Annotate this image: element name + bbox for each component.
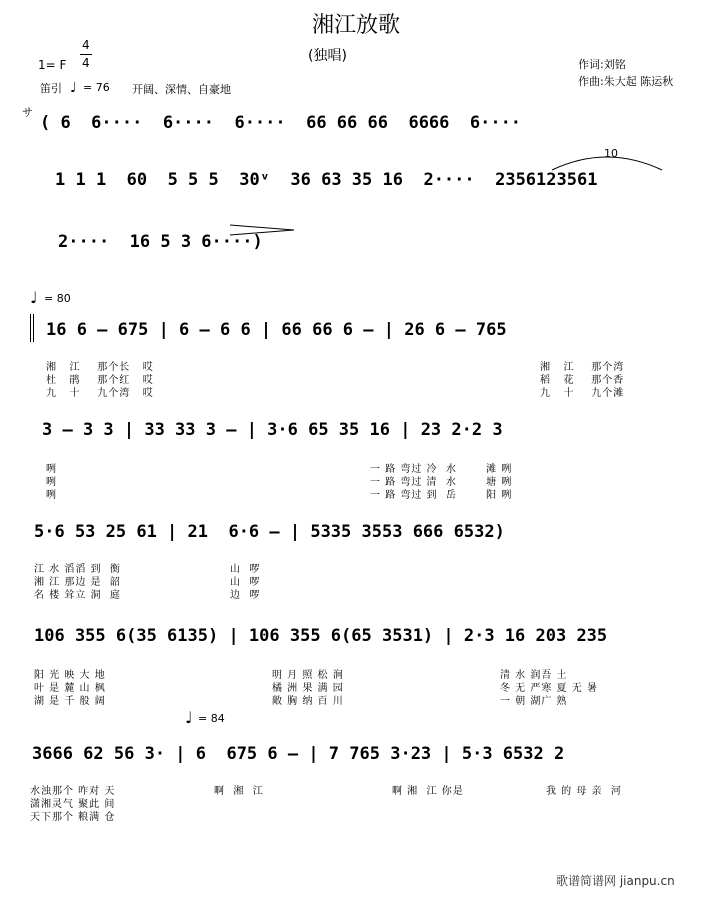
lyric-line: 湘 江 那边 是 韶 [34, 577, 121, 588]
page-title: 湘江放歌 [312, 13, 401, 38]
lyric-line: 清 水 润吾 土 [500, 670, 568, 681]
lyric-line: 一 路 弯过 清 水 塘 咧 [370, 477, 513, 488]
lyric-line: 敞 胸 纳 百 川 [272, 696, 344, 707]
lyric-line: 咧 [46, 464, 57, 475]
lyric-line: 边 啰 [230, 590, 261, 601]
lyric-line: 一 路 弯过 到 岳 阳 咧 [370, 490, 513, 501]
time-signature-line [80, 54, 92, 55]
lyric-line: 九 十 九个滩 [540, 388, 625, 399]
key-signature: 1= F [38, 58, 67, 72]
lyric-line: 咧 [46, 477, 57, 488]
repeat-start-barline [33, 314, 34, 342]
lyric-line: 湘 江 那个湾 [540, 362, 625, 373]
lyric-line: 明 月 照 松 涧 [272, 670, 344, 681]
free-rhythm-symbol: サ [22, 106, 33, 119]
staff-row-3: 2···· 16 5 3 6····) [58, 232, 263, 252]
intro-tempo: = 76 [83, 81, 110, 94]
staff-row-2: 1 1 1 60 5 5 5 30ᵛ 36 63 35 16 2···· 2356123561 [55, 170, 598, 190]
lyric-line: 啊 湘 江 你是 [392, 786, 464, 797]
page-subtitle: (独唱) [308, 48, 347, 64]
tempo-80: = 80 [44, 292, 71, 305]
lyric-line: 九 十 九个湾 哎 [46, 388, 154, 399]
time-signature-top: 4 [82, 38, 90, 52]
staff-row-4: 16 6 – 675 | 6 – 6 6 | 66 66 6 – | 26 6 – 765 [46, 320, 507, 340]
lyric-line: 杜 鹃 那个红 哎 [46, 375, 154, 386]
lyric-line: 湖 是 千 般 阔 [34, 696, 106, 707]
staff-row-7: 106 355 6(35 6135) | 106 355 6(65 3531) | 2·3 16 203 235 [34, 626, 608, 646]
lyric-line: 潇湘灵气 聚此 间 [30, 799, 116, 810]
lyric-line: 山 啰 [230, 577, 261, 588]
site-watermark: 歌谱简谱网 jianpu.cn [556, 874, 675, 888]
quarter-note-icon: ♩ [30, 288, 38, 307]
lyric-line: 湘 江 那个长 哎 [46, 362, 154, 373]
intro-instrument: 笛引 [40, 82, 62, 95]
lyric-line: 橘 洲 果 满 园 [272, 683, 344, 694]
lyric-line: 冬 无 严寒 夏 无 暑 [500, 683, 598, 694]
quarter-note-icon: ♩ [70, 80, 77, 96]
quarter-note-icon: ♩ [185, 708, 193, 727]
lyric-line: 稻 花 那个香 [540, 375, 625, 386]
time-signature-bottom: 4 [82, 56, 90, 70]
staff-row-1: ( 6 6···· 6···· 6···· 66 66 66 6666 6···· [40, 113, 522, 133]
staff-row-8: 3666 62 56 3· | 6 675 6 – | 7 765 3·23 | 5·3 6532 2 [32, 744, 565, 764]
lyric-line: 山 啰 [230, 564, 261, 575]
staff-row-6: 5·6 53 25 61 | 21 6·6 – | 5335 3553 666 6532) [34, 522, 505, 542]
staff-row-5: 3 – 3 3 | 33 33 3 – | 3·6 65 35 16 | 23 2·2 3 [42, 420, 503, 440]
lyric-line: 一 路 弯过 冷 水 滩 咧 [370, 464, 513, 475]
tuplet-number: 10 [604, 147, 618, 160]
diminuendo-hairpin [228, 222, 298, 238]
lyric-line: 叶 是 麓 山 枫 [34, 683, 106, 694]
tempo-84: = 84 [198, 712, 225, 725]
lyric-line: 咧 [46, 490, 57, 501]
lyric-line: 名 楼 耸立 洞 庭 [34, 590, 121, 601]
lyricist-credit: 作词:刘铭 [578, 58, 626, 71]
intro-expression: 开阔、深情、自豪地 [132, 83, 231, 96]
lyric-line: 阳 光 映 大 地 [34, 670, 106, 681]
lyric-line: 江 水 滔滔 到 衡 [34, 564, 121, 575]
composer-credit: 作曲:朱大起 陈运秋 [578, 75, 674, 88]
lyric-line: 我 的 母 亲 河 [546, 786, 622, 797]
lyric-line: 水浊那个 咋对 天 [30, 786, 116, 797]
repeat-start-barline [30, 314, 31, 342]
lyric-line: 天下那个 粮满 仓 [30, 812, 116, 823]
lyric-line: 一 朝 湖广 熟 [500, 696, 568, 707]
lyric-line: 啊 湘 江 [214, 786, 264, 797]
